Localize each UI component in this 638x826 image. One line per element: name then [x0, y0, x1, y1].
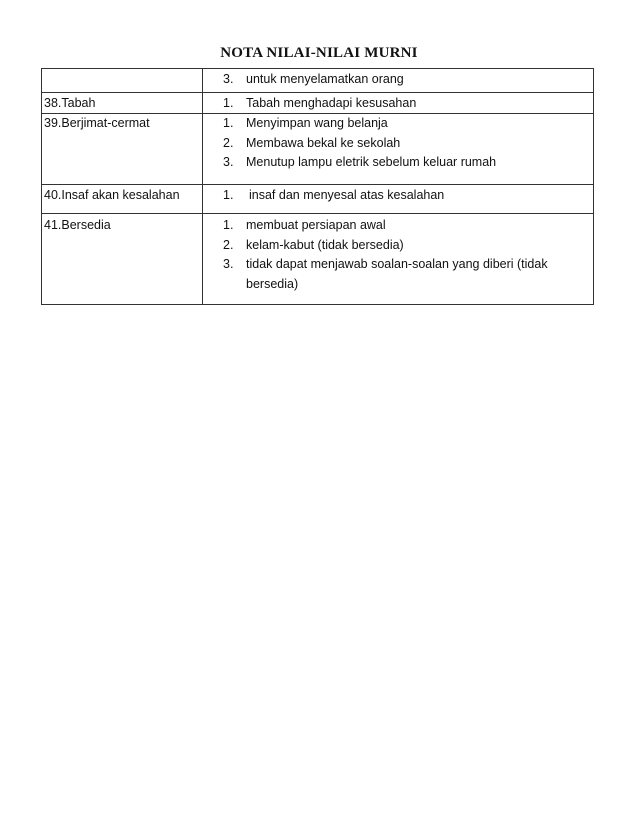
list-item-text: insaf dan menyesal atas kesalahan: [249, 187, 445, 202]
table-row: [42, 114, 594, 185]
list-item-number: 1.: [223, 187, 234, 202]
values-table: [41, 68, 594, 305]
list-item: [223, 186, 593, 206]
table-row: [42, 69, 594, 93]
examples-cell: [203, 92, 594, 114]
values-table-container: [41, 68, 594, 305]
list-item-number: 2.: [223, 135, 234, 150]
list-item-text: Menyimpan wang belanja: [246, 116, 388, 130]
value-name-cell: 40.Insaf akan kesalahan: [42, 184, 203, 214]
examples-cell: [203, 184, 594, 214]
list-item-text: Membawa bekal ke sekolah: [246, 135, 401, 150]
examples-cell: [203, 214, 594, 305]
value-name-cell: [42, 69, 203, 93]
list-item: [223, 153, 593, 173]
list-item-number: 1.: [223, 116, 234, 130]
list-item-number: 2.: [223, 237, 234, 252]
table-row: [42, 184, 594, 214]
list-item-text: Menutup lampu eletrik sebelum keluar rumah: [246, 155, 497, 169]
list-item-number: 3.: [223, 72, 234, 86]
table-row: [42, 214, 594, 305]
examples-cell: [203, 114, 594, 185]
value-name-cell: 38.Tabah: [42, 92, 203, 114]
list-item: [223, 236, 593, 256]
page-title: NOTA NILAI-NILAI MURNI: [220, 45, 418, 61]
list-item: [223, 114, 593, 134]
list-item-text: Tabah menghadapi kesusahan: [246, 95, 417, 110]
list-item: [223, 94, 593, 114]
list-item-number: 1.: [223, 95, 234, 110]
value-name-cell: 39.Berjimat-cermat: [42, 114, 203, 185]
list-item-number: 3.: [223, 257, 234, 271]
list-item-number: 3.: [223, 155, 234, 169]
list-item-text: kelam-kabut (tidak bersedia): [246, 237, 404, 252]
examples-cell: [203, 69, 594, 93]
value-name-cell: 41.Bersedia: [42, 214, 203, 305]
table-row: [42, 92, 594, 114]
list-item: [223, 70, 593, 90]
list-item: [223, 216, 593, 236]
list-item: [223, 134, 593, 154]
list-item-text: tidak dapat menjawab soalan-soalan yang diberi (tidak bersedia): [246, 257, 548, 291]
list-item-text: membuat persiapan awal: [246, 218, 386, 232]
list-item-number: 1.: [223, 218, 234, 232]
list-item: [223, 255, 593, 294]
list-item-text: untuk menyelamatkan orang: [246, 72, 404, 86]
